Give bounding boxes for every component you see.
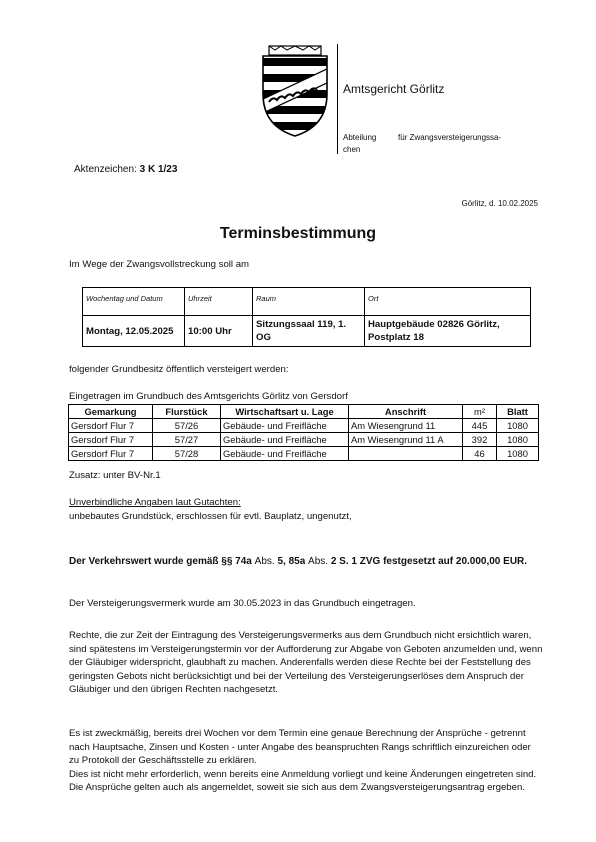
cell-anschrift: Am Wiesengrund 11 A: [349, 433, 463, 447]
appointment-header-location: Ort: [365, 288, 531, 316]
cell-blatt: 1080: [497, 447, 539, 461]
cell-anschrift: Am Wiesengrund 11: [349, 419, 463, 433]
department-label-continued: chen: [343, 145, 361, 154]
cell-anschrift: [349, 447, 463, 461]
cell-gemarkung: Gersdorf Flur 7: [69, 433, 153, 447]
appointment-location: Hauptgebäude 02826 Görlitz, Postplatz 18: [365, 316, 531, 347]
cell-gemarkung: Gersdorf Flur 7: [69, 419, 153, 433]
intro-text: Im Wege der Zwangsvollstreckung soll am: [69, 259, 250, 270]
appointment-header-time: Uhrzeit: [185, 288, 253, 316]
cell-flurstueck: 57/28: [153, 447, 221, 461]
market-value-part: Der Verkehrswert wurde gemäß §§ 74a: [69, 556, 252, 567]
document-title: Terminsbestimmung: [219, 225, 377, 242]
property-table: [68, 404, 539, 461]
saxony-coat-of-arms-icon: [255, 44, 335, 140]
place-date: Görlitz, d. 10.02.2025: [461, 199, 538, 208]
department-subject: für Zwangsversteigerungssa-: [398, 133, 502, 142]
nonbinding-heading: Unverbindliche Angaben laut Gutachten:: [69, 497, 241, 508]
market-value-part: Abs.: [308, 556, 329, 567]
cell-wirtschaftsart: Gebäude- und Freifläche: [221, 447, 349, 461]
advice-paragraph: [69, 727, 543, 795]
market-value-part: 2 S. 1 ZVG festgesetzt auf 20.000,00 EUR.: [330, 556, 528, 567]
department-label: Abteilung: [343, 133, 377, 142]
cell-blatt: 1080: [497, 419, 539, 433]
property-header-blatt: Blatt: [497, 405, 539, 419]
case-number: 3 K 1/23: [139, 164, 178, 175]
land-register-text: Eingetragen im Grundbuch des Amtsgerichts Görlitz von Gersdorf: [69, 391, 348, 402]
nonbinding-text: unbebautes Grundstück, erschlossen für evtl. Bauplatz, ungenutzt,: [69, 511, 352, 522]
case-number-label: Aktenzeichen:: [74, 164, 137, 175]
market-value-statement: [69, 554, 541, 569]
addition-note: Zusatz: unter BV-Nr.1: [69, 470, 161, 481]
appointment-header-room: Raum: [253, 288, 365, 316]
property-header-area: m²: [463, 405, 497, 419]
market-value-part: Abs.: [254, 556, 275, 567]
cell-wirtschaftsart: Gebäude- und Freifläche: [221, 419, 349, 433]
property-header-anschrift: Anschrift: [349, 405, 463, 419]
appointment-header-date: Wochentag und Datum: [83, 288, 185, 316]
table-row: [69, 433, 539, 447]
table-row: [69, 447, 539, 461]
cell-area: 392: [463, 433, 497, 447]
appointment-value-row: [83, 316, 531, 347]
cell-area: 46: [463, 447, 497, 461]
case-number-line: [74, 164, 177, 175]
cell-blatt: 1080: [497, 433, 539, 447]
cell-flurstueck: 57/27: [153, 433, 221, 447]
advice-paragraph-1: Es ist zweckmäßig, bereits drei Wochen vor dem Termin eine genaue Berechnung der Ansprüche - getrennt nach Hauptsache, Zinsen und Kosten - unter Angabe des beanspruchten Rangs schriftlich einzureichen oder zu Protokoll der Geschäftsstelle zu erklären.: [69, 728, 531, 766]
appointment-date: Montag, 12.05.2025: [83, 316, 185, 347]
court-name: Amtsgericht Görlitz: [343, 82, 445, 96]
header-divider: [337, 44, 338, 154]
property-header-row: [69, 405, 539, 419]
appointment-room: Sitzungssaal 119, 1. OG: [253, 316, 365, 347]
cell-wirtschaftsart: Gebäude- und Freifläche: [221, 433, 349, 447]
property-header-wirtschaftsart: Wirtschaftsart u. Lage: [221, 405, 349, 419]
market-value-part: 5, 85a: [277, 556, 306, 567]
cell-gemarkung: Gersdorf Flur 7: [69, 447, 153, 461]
registration-note: Der Versteigerungsvermerk wurde am 30.05.2023 in das Grundbuch eingetragen.: [69, 598, 416, 609]
appointment-time: 10:00 Uhr: [185, 316, 253, 347]
following-text: folgender Grundbesitz öffentlich versteigert werden:: [69, 364, 289, 375]
rights-paragraph: Rechte, die zur Zeit der Eintragung des Versteigerungsvermerks aus dem Grundbuch nicht ersichtlich waren, sind spätestens im Versteigerungstermin vor der Aufforderung zur Abgabe von Geboten anzumelden und, wenn der Gläubiger widerspricht, glaubhaft zu machen. Anderenfalls werden diese Rechte bei der Feststellung des geringsten Gebots nicht berücksichtigt und bei der Verteilung des Versteigerungserlöses dem Anspruch der Gläubiger und den übrigen Rechten nachgesetzt.: [69, 630, 543, 695]
table-row: [69, 419, 539, 433]
property-header-flurstueck: Flurstück: [153, 405, 221, 419]
advice-paragraph-2: Dies ist nicht mehr erforderlich, wenn bereits eine Anmeldung vorliegt und keine Änderungen eingetreten sind. Die Ansprüche gelten auch als angemeldet, soweit sie sich aus dem Zwangsversteigerungsantrag ergeben.: [69, 768, 537, 793]
appointment-header-row: [83, 288, 531, 316]
cell-flurstueck: 57/26: [153, 419, 221, 433]
cell-area: 445: [463, 419, 497, 433]
property-header-gemarkung: Gemarkung: [69, 405, 153, 419]
appointment-table: [82, 287, 531, 347]
